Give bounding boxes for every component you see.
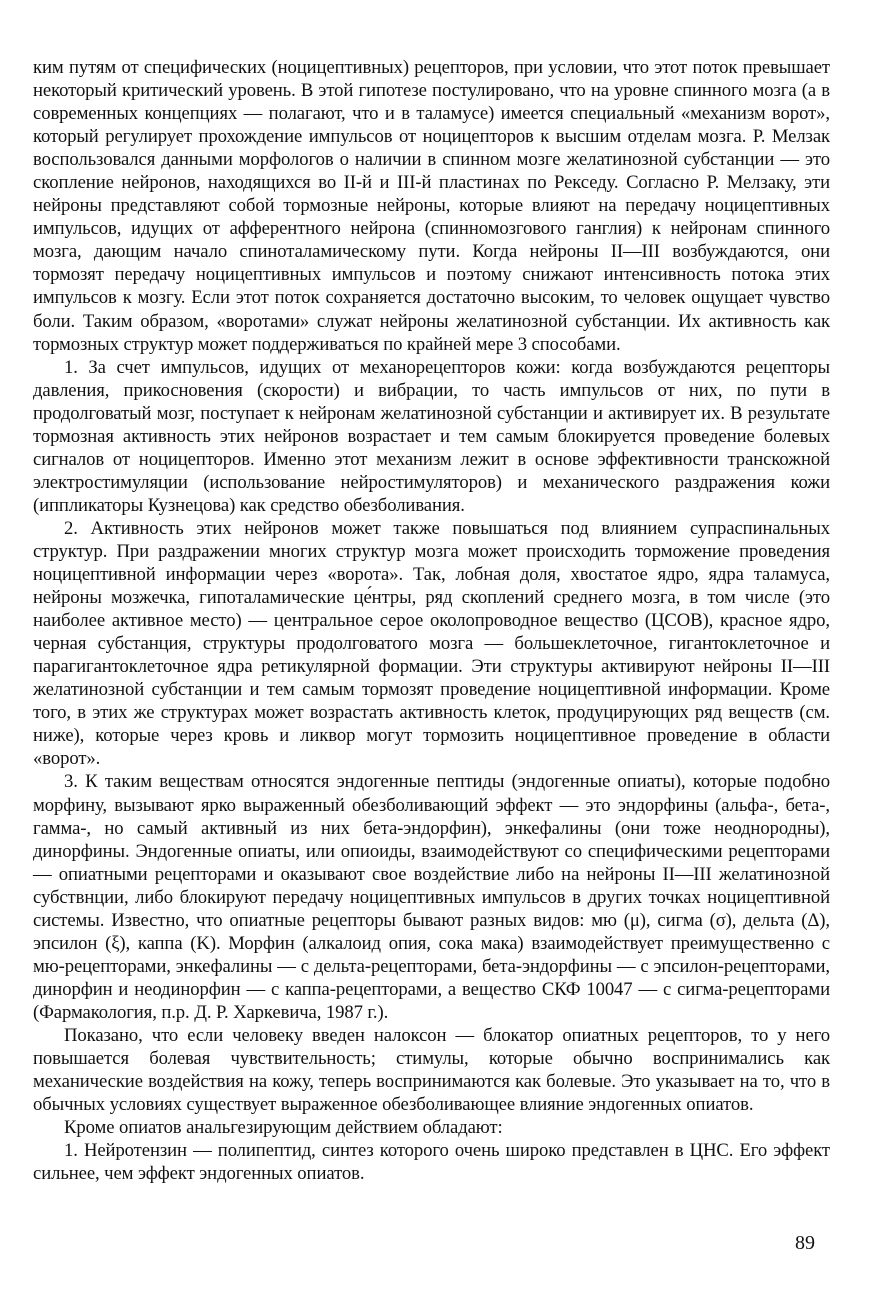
paragraph-mechanism-3: 3. К таким веществам относятся эндогенные пептиды (эндогенные опиаты), которые подобно морфину, вызывают ярко выраженный обезболивающий эффект — это эндорфины (альфа-, бета-, гамма-, но самый активный из них бета-эндорфин), энкефалины (они тоже неоднородны), динорфины. Эндогенные опиаты, или опиоиды, взаимодействуют со специфическими рецепторами — опиатными рецепторами и оказывают свое воздействие либо на нейроны II—III желатинозной субствнции, либо блокируют передачу ноцицептивных импульсов в других точках ноцицептивной системы. Известно, что опиатные рецепторы бывают разных видов: мю (μ), сигма (σ), дельта (Δ), эпсилон (ξ), каппа (K). Морфин (алкалоид опия, сока мака) взаимодействует преимущественно с мю-рецепторами, энкефалины — с дельта-рецепторами, бета-эндорфины — с эпсилон-рецепторами, динорфин и неодинорфин — с каппа-рецепторами, а вещество СКФ 10047 — с сигма-рецепторами (Фармакология, п.р. Д. Р. Харкевича, 1987 г.). [33, 771, 830, 1023]
paragraph-mechanism-2: 2. Активность этих нейронов может также повышаться под влиянием супраспинальных структур. При раздражении многих структур мозга может происходить торможение проведения ноцицептивной информации через «ворота». Так, лобная доля, хвостатое ядро, ядра таламуса, нейроны мозжечка, гипоталамические це́нтры, ряд скоплений среднего мозга, в том числе (это наиболее активное место) — центральное серое околопроводное вещество (ЦСОВ), красное ядро, черная субстанция, структуры продолговатого мозга — большеклеточное, гигантоклеточное и парагигантоклеточное ядра ретикулярной формации. Эти структуры активируют нейроны II—III желатинозной субстанции и тем самым тормозят проведение ноцицептивной информации. Кроме того, в этих же структурах может возрастать активность клеток, продуцирующих ряд веществ (см. ниже), которые через кровь и ликвор могут тормозить ноцицептивное проведение в области «ворот». [33, 517, 830, 770]
paragraph-analgesics-intro: Кроме опиатов анальгезирующим действием обладают: [64, 1117, 503, 1139]
paragraph-gate-theory: ким путям от специфических (ноцицептивных) рецепторов, при условии, что этот поток превышает некоторый критический уровень. В этой гипотезе постулировано, что на уровне спинного мозга (а в современных концепциях — полагают, что и в таламусе) имеется специальный «механизм ворот», который регулирует прохождение импульсов от ноцицепторов к высшим отделам мозга. Р. Мелзак воспользовался данными морфологов о наличии в спинном мозге желатинозной субстанции — это скопление нейронов, находящихся во II-й и III-й пластинах по Рекседу. Согласно Р. Мелзаку, эти нейроны представляют собой тормозные нейроны, которые влияют на передачу ноцицептивных импульсов, идущих от афферентного нейрона (спинномозгового ганглия) к нейронам спинного мозга, дающим начало спиноталамическому пути. Когда нейроны II—III возбуждаются, они тормозят передачу ноцицептивных импульсов и поэтому снижают интенсивность потока этих импульсов к мозгу. Если этот поток сохраняется достаточно высоким, то человек ощущает чувство боли. Таким образом, «воротами» служат нейроны желатинозной субстанции. Их активность как тормозных структур может поддерживаться по крайней мере 3 способами. [33, 57, 830, 355]
paragraph-naloxone: Показано, что если человеку введен налоксон — блокатор опиатных рецепторов, то у него повышается болевая чувствительность; стимулы, которые обычно воспринимались как механические воздействия на кожу, теперь воспринимаются как болевые. Это указывает на то, что в обычных условиях существует выраженное обезболивающее влияние эндогенных опиатов. [33, 1024, 830, 1116]
paragraph-neurotensin: 1. Нейротензин — полипептид, синтез которого очень широко представлен в ЦНС. Его эффект сильнее, чем эффект эндогенных опиатов. [33, 1140, 830, 1185]
page-number: 89 [795, 1232, 815, 1254]
paragraph-mechanism-1: 1. За счет импульсов, идущих от механорецепторов кожи: когда возбуждаются рецепторы давления, прикосновения (скорости) и вибрации, то часть импульсов от них, по пути в продолговатый мозг, поступает к нейронам желатинозной субстанции и активирует их. В результате тормозная активность этих нейронов возрастает и тем самым блокируется проведение болевых сигналов от ноцицепторов. Именно этот механизм лежит в основе эффективности транскожной электростимуляции (использование нейростимуляторов) и механического раздражения кожи (иппликаторы Кузнецова) как средство обезболивания. [33, 356, 830, 516]
page-body [33, 56, 830, 1185]
